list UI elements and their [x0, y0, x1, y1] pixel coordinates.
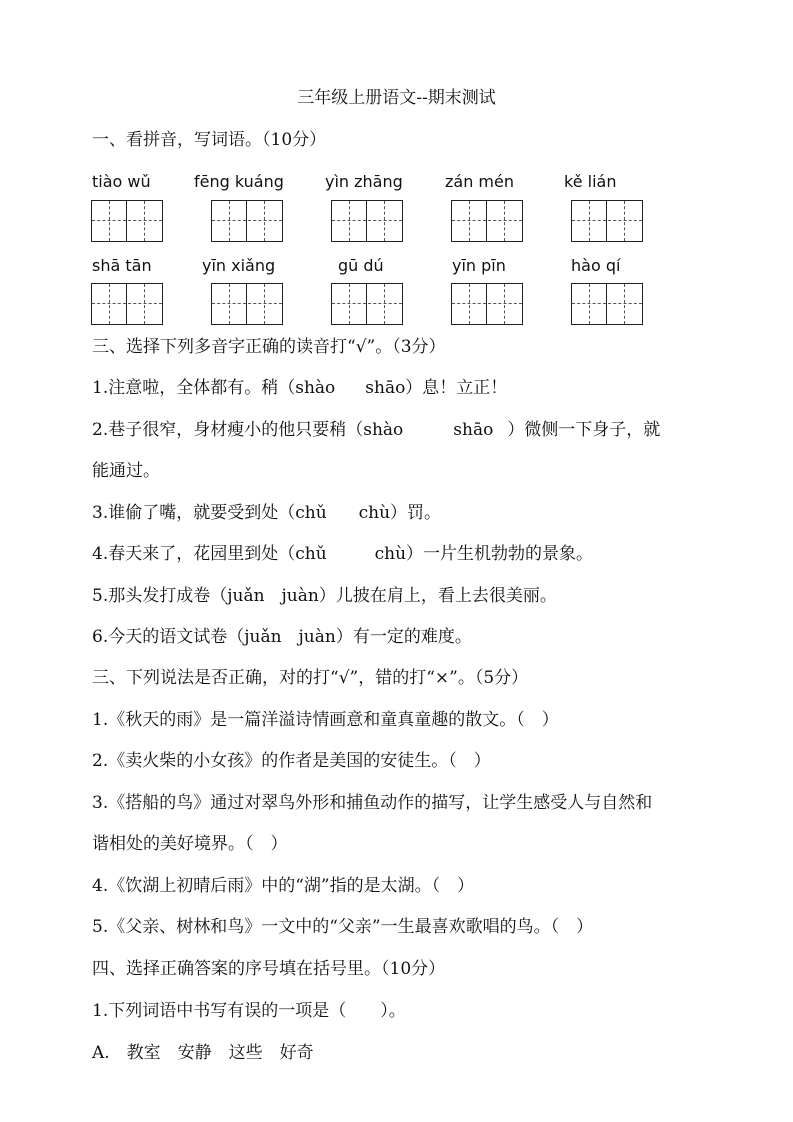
- writing-box[interactable]: [451, 200, 523, 242]
- pinyin-2-1: shā tān: [92, 256, 152, 275]
- writing-box[interactable]: [331, 200, 403, 242]
- question-2-1-part-b: shāo）息！立正！: [365, 378, 508, 398]
- question-2-5: 5.那头发打成卷（juǎn juàn）儿披在肩上，看上去很美丽。: [92, 586, 557, 606]
- pinyin-1-3: yìn zhāng: [325, 172, 403, 191]
- question-4-1-option-a: A. 教室 安静 这些 好奇: [92, 1043, 314, 1063]
- question-2-2-part-c: ）微侧一下身子，就: [507, 420, 661, 440]
- section4-heading: 四、选择正确答案的序号填在括号里。（10分）: [92, 959, 446, 979]
- question-2-6: 6.今天的语文试卷（juǎn juàn）有一定的难度。: [92, 627, 472, 647]
- writing-box[interactable]: [571, 200, 643, 242]
- section3-heading: 三、下列说法是否正确，对的打“√”，错的打“×”。（5分）: [92, 668, 529, 688]
- question-2-4-part-b: chù）一片生机勃勃的景象。: [374, 544, 594, 564]
- question-3-4: 4.《饮湖上初晴后雨》中的“湖”指的是太湖。（ ）: [92, 876, 475, 896]
- question-2-2-part-a: 2.巷子很窄，身材瘦小的他只要稍（shào: [92, 420, 404, 440]
- writing-box[interactable]: [451, 283, 523, 325]
- writing-box[interactable]: [91, 200, 163, 242]
- question-2-1-part-a: 1.注意啦，全体都有。稍（shào: [92, 378, 336, 398]
- section2-heading: 三、选择下列多音字正确的读音打“√”。（3分）: [92, 337, 446, 357]
- pinyin-1-5: kě lián: [564, 172, 617, 191]
- question-3-3: 3.《搭船的鸟》通过对翠鸟外形和捕鱼动作的描写，让学生感受人与自然和: [92, 793, 653, 813]
- question-2-2-cont: 能通过。: [92, 461, 160, 481]
- section1-heading: 一、看拼音，写词语。（10分）: [92, 130, 327, 150]
- pinyin-2-4: yīn pīn: [452, 256, 506, 275]
- question-2-1: [92, 380, 507, 397]
- writing-box[interactable]: [211, 283, 283, 325]
- question-3-3-cont: 谐相处的美好境界。（ ）: [92, 834, 288, 854]
- writing-box[interactable]: [331, 283, 403, 325]
- pinyin-2-2: yīn xiǎng: [202, 256, 276, 275]
- question-2-2: [92, 422, 660, 439]
- pinyin-2-3: gū dú: [338, 256, 384, 275]
- pinyin-2-5: hào qí: [571, 256, 621, 275]
- question-3-1: 1.《秋天的雨》是一篇洋溢诗情画意和童真童趣的散文。（ ）: [92, 710, 559, 730]
- question-2-2-part-b: shāo: [453, 420, 494, 440]
- question-2-4: [92, 546, 593, 563]
- question-2-3-part-a: 3.谁偷了嘴，就要受到处（chǔ: [92, 503, 327, 523]
- pinyin-1-2: fēng kuáng: [194, 172, 284, 191]
- writing-box[interactable]: [91, 283, 163, 325]
- writing-box[interactable]: [571, 283, 643, 325]
- question-2-4-part-a: 4.春天来了，花园里到处（chǔ: [92, 544, 327, 564]
- question-3-2: 2.《卖火柴的小女孩》的作者是美国的安徒生。（ ）: [92, 751, 491, 771]
- pinyin-1-1: tiào wǔ: [92, 172, 151, 191]
- pinyin-row-1: [0, 172, 793, 192]
- page-title: 三年级上册语文--期末测试: [297, 88, 496, 108]
- pinyin-1-4: zán mén: [445, 172, 514, 191]
- question-4-1: 1.下列词语中书写有误的一项是（ ）。: [92, 1001, 406, 1021]
- pinyin-row-2: [0, 256, 793, 276]
- writing-box[interactable]: [211, 200, 283, 242]
- question-2-3-part-b: chù）罚。: [358, 503, 442, 523]
- question-3-5: 5.《父亲、树林和鸟》一文中的“父亲”一生最喜欢歌唱的鸟。（ ）: [92, 917, 594, 937]
- question-2-3: [92, 505, 441, 522]
